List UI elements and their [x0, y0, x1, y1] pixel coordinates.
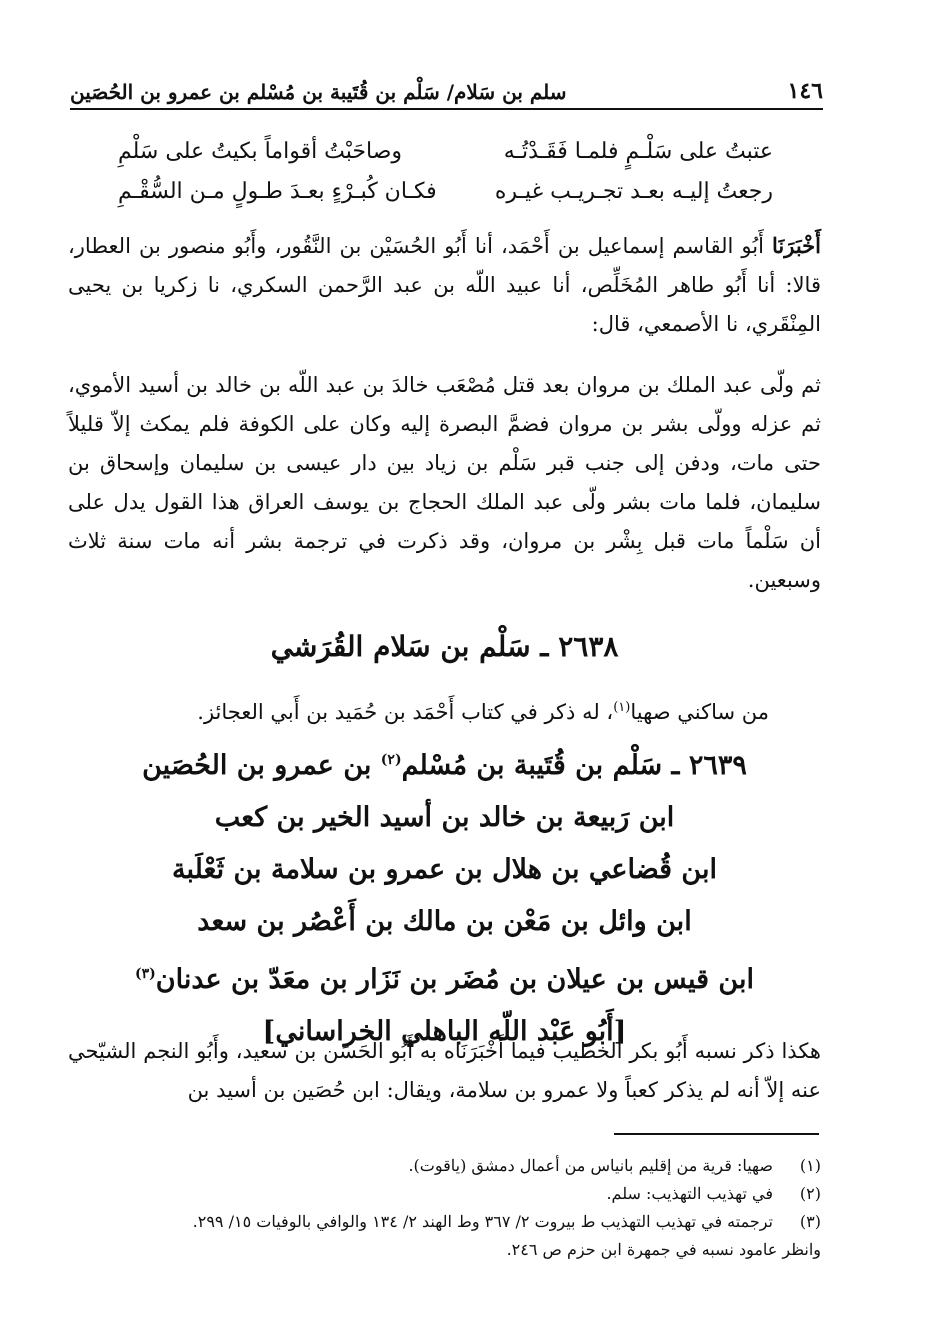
heading-text: ٢٦٣٩ ـ سَلْم بن قُتَيبة بن مُسْلم — [401, 750, 747, 781]
entry-heading-line: ابن قُضاعي بن هلال بن عمرو بن سلامة بن ثَعْلَبة — [172, 854, 717, 885]
poem — [118, 132, 773, 212]
entry-heading-line — [68, 734, 821, 792]
entry-text: ، له ذكر في كتاب أَحْمَد بن حُمَيد بن أَبي العجائز. — [197, 700, 614, 724]
paragraph-text: هكذا ذكر نسبه أَبُو بكر الخطيب فيما أَخْبَرَنَاه به أَبُو الحَسَن بن سعيد، وأَبُو النجم الشيّحي عنه إلاّ أنه لم يذكر كعباً ولا عمرو بن سلامة، ويقال: ابن حُصَين بن أسيد بن — [68, 1039, 821, 1102]
footnote-number: (٣) — [799, 1212, 821, 1231]
footnote-text: في تهذيب التهذيب: سلم. — [606, 1184, 773, 1203]
entry-heading-line — [68, 948, 821, 1006]
poem-line-1 — [118, 132, 773, 172]
poem-hemistich: فكـان كُبـرْءٍ بعـدَ طـولٍ مـن السُّقْـمِ — [118, 179, 437, 204]
entry-heading-line: ابن رَبيعة بن خالد بن أسيد الخير بن كعب — [214, 802, 675, 833]
entry-heading-2639 — [68, 734, 821, 1058]
poem-line-2 — [118, 172, 773, 212]
poem-hemistich: عتبتُ على سَلْـمٍ فلمـا فَقَـدْتُـه — [503, 139, 773, 164]
footnote-continuation: وانظر عامود نسبه في جمهرة ابن حزم ص ٢٤٦. — [506, 1240, 821, 1259]
paragraph-narration — [68, 366, 821, 600]
poem-hemistich: رجعتُ إليـه بعـد تجـريـب غيـره — [494, 179, 773, 204]
footnote-number: (١) — [799, 1156, 821, 1175]
paragraph-isnad — [68, 226, 821, 344]
kunya: [أَبُو عَبْد اللّه الباهلي الخراساني] — [262, 1016, 627, 1047]
footnote-text: ترجمته في تهذيب التهذيب ط بيروت ٢/ ٣٦٧ وط الهند ٢/ ١٣٤ والوافي بالوفيات ١٥/ ٢٩٩. — [192, 1212, 773, 1231]
footnotes — [68, 1152, 821, 1264]
page-header — [70, 64, 823, 110]
entry-heading-line: ابن وائل بن مَعْن بن مالك بن أَعْصُر بن سعد — [197, 906, 692, 937]
paragraph-lineage-note — [68, 1032, 821, 1110]
footnote-mark: (٣) — [135, 966, 156, 982]
entry-2638-text — [68, 688, 821, 732]
paragraph-text: أَبُو القاسم إسماعيل بن أَحْمَد، أنا أَبُو الحُسَيْن بن النَّقُور، وأَبُو منصور بن العطار، قالا: أنا أَبُو طاهر المُخَلِّص، أنا عبيد اللّه بن عبد الرَّحمن السكري، نا زكريا بن يحيى المِنْقَري، نا الأصمعي، قال: — [68, 234, 821, 336]
entry-heading-2638: ٢٦٣٨ ـ سَلْم بن سَلام القُرَشي — [270, 630, 619, 663]
heading-text: ابن قيس بن عيلان بن مُضَر بن نَزَار بن معَدّ بن عدنان — [155, 964, 754, 995]
paragraph-text: ثم ولّى عبد الملك بن مروان بعد قتل مُصْعَب خالدَ بن عبد اللّه بن خالد بن أسيد الأموي، ثم عزله وولّى بشر بن مروان فضمَّ البصرة إليه وكان على الكوفة فلم يمكث إلاّ قليلاً حتى مات، ودفن إلى جنب قبر سَلْم بن زياد بين دار عيسى بن سليمان وإسحاق بن سليمان، فلما مات بشر ولّى عبد الملك الحجاج بن يوسف العراق هذا القول يدل على أن سَلْماً مات قبل بِشْر بن مروان، وقد ذكرت في ترجمة بشر أنه مات سنة ثلاث وسبعين. — [68, 373, 821, 592]
footnote — [68, 1208, 821, 1236]
footnote-text: صهيا: قرية من إقليم بانياس من أعمال دمشق (ياقوت). — [408, 1156, 773, 1175]
footnote-mark: (١) — [613, 700, 631, 715]
poem-hemistich: وصاحَبْتُ أقواماً بكيتُ على سَلْمِ — [118, 139, 403, 164]
running-title: سلم بن سَلام/ سَلْم بن قُتَيبة بن مُسْلم بن عمرو بن الحُصَين — [70, 80, 567, 104]
heading-text: بن عمرو بن الحُصَين — [142, 750, 381, 781]
footnote-number: (٢) — [799, 1184, 821, 1203]
akhbarana-lead: أَخْبَرَنَا — [772, 233, 821, 258]
page-number: ١٤٦ — [787, 78, 823, 104]
footnote-mark: (٢) — [380, 752, 402, 768]
footnote-separator — [614, 1133, 819, 1135]
entry-text: من ساكني صهيا — [630, 700, 769, 724]
footnote — [68, 1152, 821, 1180]
footnote — [68, 1180, 821, 1208]
